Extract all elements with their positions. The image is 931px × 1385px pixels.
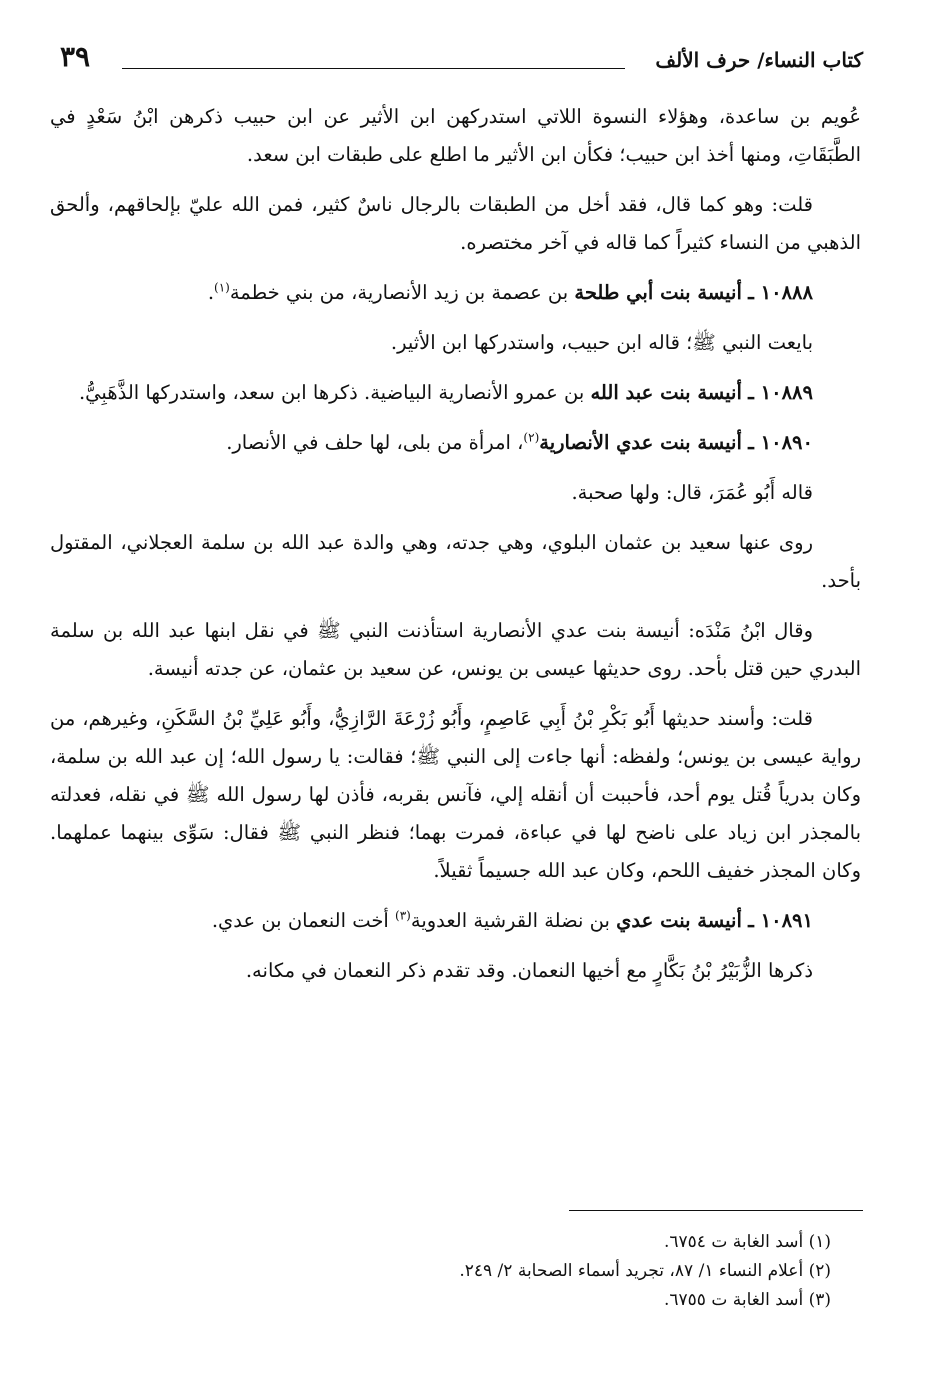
entry-name: أنيسة بنت عبد الله	[590, 381, 742, 404]
running-head: كتاب النساء/ حرف الألف	[655, 48, 863, 72]
page-number: ٣٩	[60, 40, 91, 73]
entry-detail: قاله أَبُو عُمَرَ، قال: ولها صحبة.	[571, 481, 813, 504]
footnote-marker: (٢)	[523, 430, 540, 445]
entry-lineage: بن عمرو الأنصارية البياضية. ذكرها ابن سعد، واستدركها الذَّهَبِيُّ.	[78, 381, 585, 404]
entry-detail: ذكرها الزُّبَيْرُ بْنُ بَكَّارٍ مع أخيها النعمان. وقد تقدم ذكر النعمان في مكانه.	[245, 959, 813, 982]
entry-detail: وقال ابْنُ مَنْدَه: أنيسة بنت عدي الأنصارية استأذنت النبي ﷺ في نقل ابنها عبد الله بن سلمة البدري حين قتل بأحد. روى حديثها عيسى بن يونس، عن سعيد بن عثمان، عن جدته أنيسة.	[50, 619, 861, 680]
entry-number: ١٠٨٩١ ـ	[748, 909, 813, 932]
entry-name: أنيسة بنت عدي	[616, 909, 742, 932]
entry-detail: روى عنها سعيد بن عثمان البلوي، وهي جدته، وهي والدة عبد الله بن سلمة العجلاني، المقتول بأحد.	[50, 531, 861, 592]
main-text	[50, 98, 861, 1002]
page-header	[60, 40, 863, 84]
entry-10888	[50, 274, 861, 312]
footnote-marker: (٣)	[395, 908, 411, 923]
entry-10890	[50, 424, 861, 462]
entry-name: أنيسة بنت عدي الأنصارية	[539, 431, 742, 454]
footnotes	[60, 1228, 831, 1315]
paragraph-continuation: عُويم بن ساعدة، وهؤلاء النسوة اللاتي استدركهن ابن الأثير عن ابن حبيب ذكرهن ابْنُ سَعْدٍ في الطَّبَقَاتِ، ومنها أخذ ابن حبيب؛ فكأن ابن الأثير ما اطلع على طبقات ابن سعد.	[50, 105, 861, 166]
entry-lineage: بن نضلة القرشية العدوية	[410, 909, 610, 932]
footnote-3: (٣) أسد الغابة ت ٦٧٥٥.	[664, 1290, 831, 1310]
entry-end: .	[207, 281, 215, 304]
footnote-rule	[569, 1210, 863, 1211]
entry-10889	[50, 374, 861, 412]
entry-number: ١٠٨٩٠ ـ	[748, 431, 813, 454]
footnote-marker: (١)	[214, 280, 230, 295]
header-rule	[122, 68, 625, 69]
entry-lineage: ، امرأة من بلى، لها حلف في الأنصار.	[226, 431, 524, 454]
entry-name: أنيسة بنت أبي طلحة	[574, 281, 742, 304]
entry-10891	[50, 902, 861, 940]
footnote-1: (١) أسد الغابة ت ٦٧٥٤.	[664, 1232, 831, 1252]
entry-lineage-cont: أخت النعمان بن عدي.	[211, 909, 389, 932]
entry-lineage: بن عصمة بن زيد الأنصارية، من بني خطمة	[229, 281, 569, 304]
entry-number: ١٠٨٨٨ ـ	[748, 281, 813, 304]
entry-detail: بايعت النبي ﷺ؛ قاله ابن حبيب، واستدركها ابن الأثير.	[390, 331, 813, 354]
entry-number: ١٠٨٨٩ ـ	[748, 381, 813, 404]
footnote-2: (٢) أعلام النساء ١/ ٨٧، تجريد أسماء الصحابة ٢/ ٢٤٩.	[459, 1261, 831, 1281]
entry-detail: قلت: وأسند حديثها أَبُو بَكْرِ بْنُ أَبِي عَاصِمٍ، وأَبُو زُرْعَةَ الرَّازِيُّ، وأَبُو عَلِيِّ بْنُ السَّكَنِ، وغيرهم، من رواية عيسى بن يونس؛ ولفظه: أنها جاءت إلى النبي ﷺ؛ فقالت: يا رسول الله؛ إن عبد الله بن سلمة، وكان بدرياً قُتل يوم أحد، فأحببت أن أنقله إلي، فآنس بقربه، فأذن لها رسول الله ﷺ في نقله، فعدلته بالمجذر ابن زياد على ناضح لها في عباءة، فمرت بهما؛ فنظر النبي ﷺ فقال: سَوِّى بينهما عملهما. وكان المجذر خفيف اللحم، وكان عبد الله جسيماً ثقيلاً.	[50, 707, 861, 882]
paragraph-comment: قلت: وهو كما قال، فقد أخل من الطبقات بالرجال ناسٌ كثير، فمن الله عليّ بإلحاقهم، وألحق الذهبي من النساء كثيراً كما قاله في آخر مختصره.	[50, 193, 861, 254]
